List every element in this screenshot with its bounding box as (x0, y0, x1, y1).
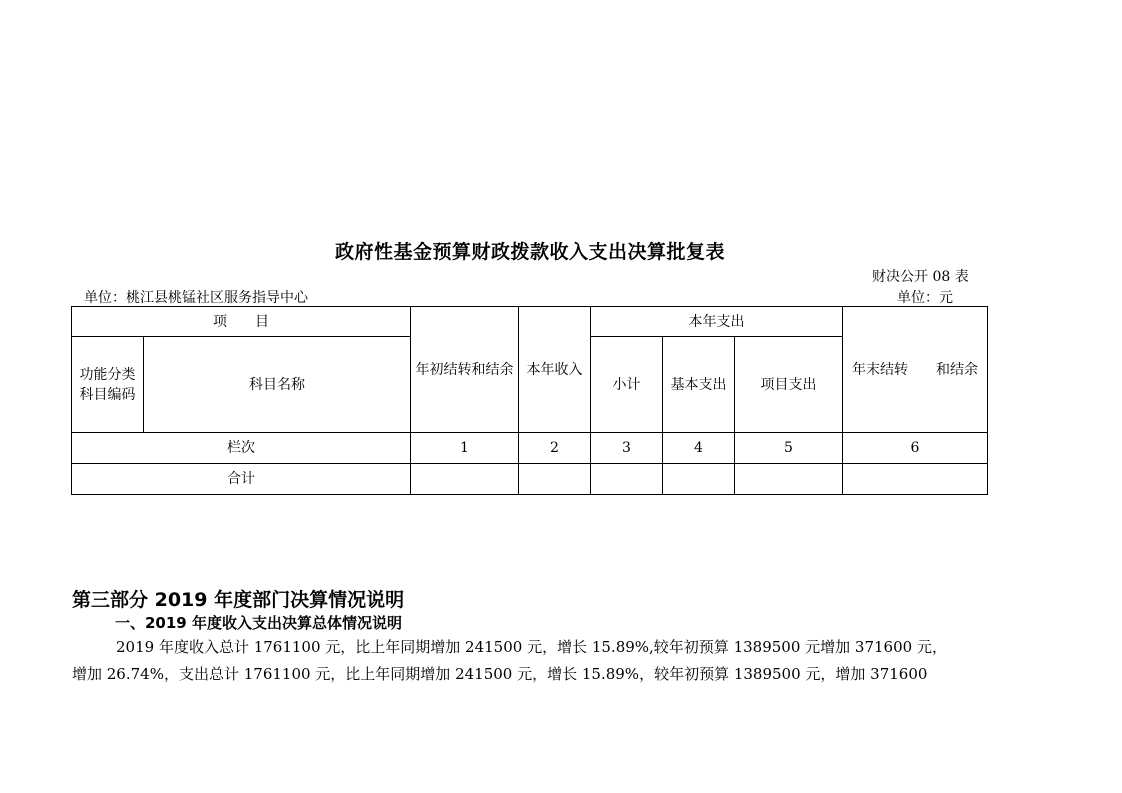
report-title: 政府性基金预算财政拨款收入支出决算批复表 (334, 241, 725, 263)
header-subtotal: 小计 (591, 337, 663, 433)
header-subject-name: 科目名称 (144, 337, 411, 433)
header-func-code: 功能分类科目编码 (72, 337, 144, 433)
header-expenditure: 本年支出 (591, 307, 843, 337)
header-project-exp: 项目支出 (735, 337, 843, 433)
column-index-cell: 2 (519, 433, 591, 464)
header-opening-balance: 年初结转和结余 (411, 307, 519, 433)
header-item: 项 目 (72, 307, 411, 337)
column-index-cell: 1 (411, 433, 519, 464)
paragraph-line: 2019 年度收入总计 1761100 元，比上年同期增加 241500 元，增长 15.89%,较年初预算 1389500 元增加 371600 元， (116, 638, 947, 656)
section-subheading: 一、2019 年度收入支出决算总体情况说明 (115, 614, 402, 632)
currency-unit: 单位：元 (897, 290, 953, 306)
form-number: 财决公开 08 表 (872, 269, 969, 285)
total-cell (843, 464, 988, 495)
reporting-unit: 单位：桃江县桃锰社区服务指导中心 (84, 290, 308, 306)
total-label: 合计 (72, 464, 411, 495)
column-index-label: 栏次 (72, 433, 411, 464)
column-index-cell: 3 (591, 433, 663, 464)
paragraph-line: 增加 26.74%，支出总计 1761100 元，比上年同期增加 241500 元，增长 15.89%，较年初预算 1389500 元，增加 371600 (72, 665, 928, 683)
total-cell (735, 464, 843, 495)
section-heading: 第三部分 2019 年度部门决算情况说明 (72, 589, 405, 611)
total-cell (519, 464, 591, 495)
total-cell (591, 464, 663, 495)
column-index-cell: 4 (663, 433, 735, 464)
total-cell (663, 464, 735, 495)
table-header-row-1 (72, 307, 988, 337)
header-basic-exp: 基本支出 (663, 337, 735, 433)
table-row (72, 433, 988, 464)
column-index-cell: 5 (735, 433, 843, 464)
header-closing-balance: 年末结转 和结余 (843, 307, 988, 433)
table-row (72, 464, 988, 495)
column-index-cell: 6 (843, 433, 988, 464)
total-cell (411, 464, 519, 495)
approval-table (71, 306, 988, 495)
header-income: 本年收入 (519, 307, 591, 433)
